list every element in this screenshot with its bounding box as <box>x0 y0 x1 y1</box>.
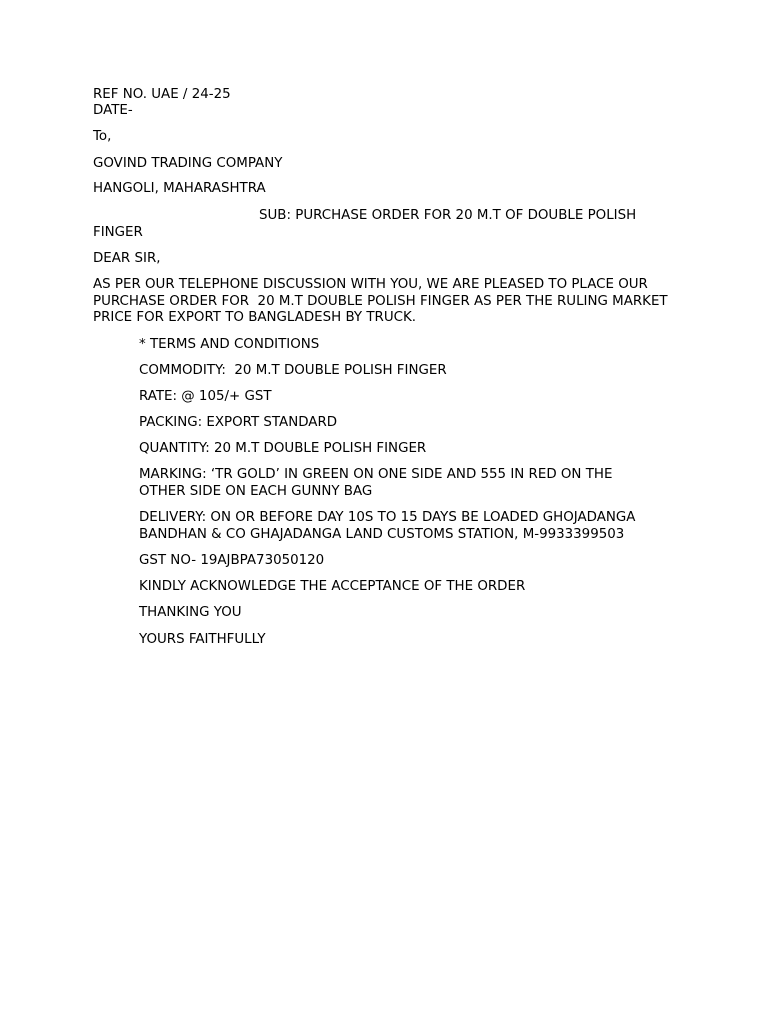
to-line: To, <box>93 129 112 144</box>
term-commodity: COMMODITY: 20 M.T DOUBLE POLISH FINGER <box>139 363 447 378</box>
recipient-address: HANGOLI, MAHARASHTRA <box>93 181 266 196</box>
term-delivery: DELIVERY: ON OR BEFORE DAY 10S TO 15 DAYS BE LOADED GHOJADANGA BANDHAN & CO GHAJADANGA LAND CUSTOMS STATION, M-9933399503 <box>139 510 640 542</box>
term-packing: PACKING: EXPORT STANDARD <box>139 415 338 430</box>
date-line: DATE- <box>93 103 133 118</box>
body-paragraph: AS PER OUR TELEPHONE DISCUSSION WITH YOU, WE ARE PLEASED TO PLACE OUR PURCHASE ORDER FOR 20 M.T DOUBLE POLISH FINGER AS PER THE RULING MARKET PRICE FOR EXPORT TO BANGLADESH BY TRUCK. <box>93 277 672 326</box>
recipient-name: GOVIND TRADING COMPANY <box>93 156 283 171</box>
thanks-line: THANKING YOU <box>139 605 242 620</box>
acknowledge-request: KINDLY ACKNOWLEDGE THE ACCEPTANCE OF THE ORDER <box>139 579 526 594</box>
term-gst-number: GST NO- 19AJBPA73050120 <box>139 553 325 568</box>
closing-line: YOURS FAITHFULLY <box>139 632 266 647</box>
term-quantity: QUANTITY: 20 M.T DOUBLE POLISH FINGER <box>139 441 427 456</box>
term-rate: RATE: @ 105/+ GST <box>139 389 272 404</box>
subject-line: SUB: PURCHASE ORDER FOR 20 M.T OF DOUBLE POLISH FINGER <box>93 208 641 240</box>
reference-number: REF NO. UAE / 24-25 <box>93 87 231 102</box>
terms-heading: * TERMS AND CONDITIONS <box>139 337 320 352</box>
term-marking: MARKING: ‘TR GOLD’ IN GREEN ON ONE SIDE AND 555 IN RED ON THE OTHER SIDE ON EACH GUNNY BAG <box>139 467 617 499</box>
salutation: DEAR SIR, <box>93 251 161 266</box>
